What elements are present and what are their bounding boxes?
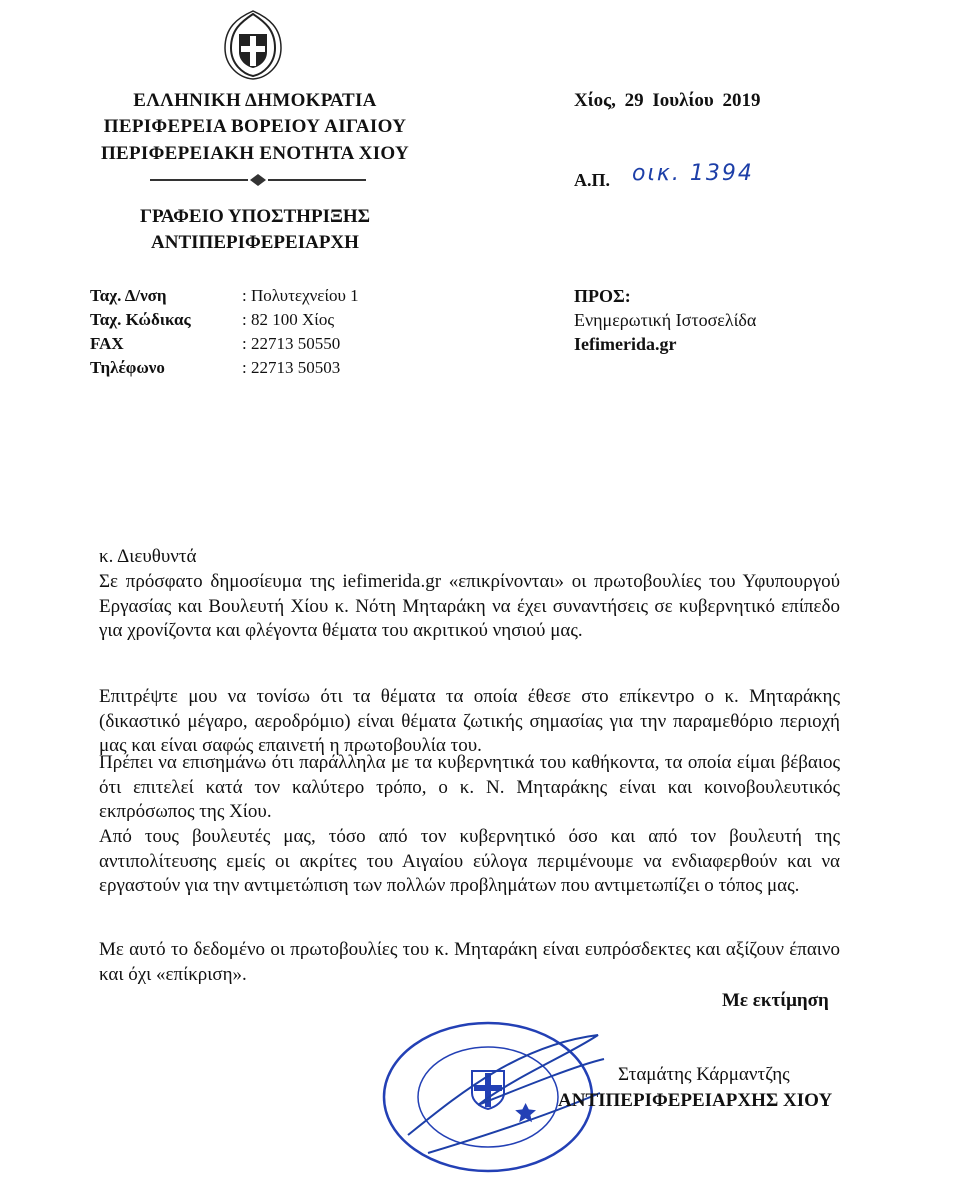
contact-label-postcode: Ταχ. Κώδικας bbox=[90, 310, 191, 329]
greek-coat-of-arms-icon bbox=[217, 8, 289, 80]
contact-value-fax: : 22713 50550 bbox=[242, 334, 341, 353]
header-line-3: ΠΕΡΙΦΕΡΕΙΑΚΗ ΕΝΟΤΗΤΑ ΧΙΟΥ bbox=[100, 143, 410, 164]
header-line-2: ΠΕΡΙΦΕΡΕΙΑ ΒΟΡΕΙΟΥ ΑΙΓΑΙΟΥ bbox=[103, 116, 407, 137]
signatory-title: ΑΝΤΙΠΕΡΙΦΕΡΕΙΑΡΧΗΣ ΧΙΟΥ bbox=[558, 1090, 833, 1111]
body-paragraph: Σε πρόσφατο δημοσίευμα της iefimerida.gr «επικρίνονται» οι πρωτοβουλίες του Υφυπουργού Εργασίας και Βουλευτή Χίου κ. Νότη Μηταράκη να έχει συναντήσεις σε κυβερνητικό επίπεδο για χρονίζοντα και φλέγοντα θέματα του ακριτικού νησιού μας. bbox=[99, 571, 840, 641]
salutation: κ. Διευθυντά bbox=[99, 546, 197, 567]
body-paragraph: Επιτρέψτε μου να τονίσω ότι τα θέματα τα οποία έθεσε στο επίκεντρο ο κ. Μηταράκης (δικαστικό μέγαρο, αεροδρόμιο) είναι θέματα ζωτικής σημασίας για την παραμεθόριο περιοχή μας και είναι σαφώς επαινετή η πρωτοβουλία του. bbox=[99, 686, 840, 756]
contact-value-phone: : 22713 50503 bbox=[242, 358, 341, 377]
header-line-1: ΕΛΛΗΝΙΚΗ ΔΗΜΟΚΡΑΤΙΑ bbox=[133, 90, 377, 111]
contact-label-fax: FAX bbox=[90, 334, 124, 353]
contact-label-address: Ταχ. Δ/νση bbox=[90, 286, 167, 305]
body-paragraph: Με αυτό το δεδομένο οι πρωτοβουλίες του κ. Μηταράκη είναι ευπρόσδεκτες και αξίζουν έπαινο και όχι «επίκριση». bbox=[99, 939, 840, 985]
recipient-line-2: Iefimerida.gr bbox=[574, 334, 677, 354]
contact-value-postcode: : 82 100 Χίος bbox=[242, 310, 335, 329]
protocol-label: Α.Π. bbox=[574, 170, 610, 190]
signatory-name: Σταμάτης Κάρμαντζης bbox=[618, 1064, 790, 1085]
protocol-number: οικ. 1394 bbox=[632, 161, 754, 186]
contact-value-address: : Πολυτεχνείου 1 bbox=[242, 286, 359, 305]
document-date: Χίος, 29 Ιουλίου 2019 bbox=[574, 90, 761, 111]
recipient-line-1: Ενημερωτική Ιστοσελίδα bbox=[574, 310, 757, 330]
header-divider bbox=[150, 172, 366, 188]
closing: Με εκτίμηση bbox=[722, 990, 829, 1011]
office-line-2: ΑΝΤΙΠΕΡΙΦΕΡΕΙΑΡΧΗ bbox=[151, 232, 359, 253]
official-stamp bbox=[368, 985, 608, 1175]
office-line-1: ΓΡΑΦΕΙΟ ΥΠΟΣΤΗΡΙΞΗΣ bbox=[139, 206, 371, 227]
recipient-label: ΠΡΟΣ: bbox=[574, 286, 631, 306]
body-paragraph: Από τους βουλευτές μας, τόσο από τον κυβερνητικό όσο και από τον βουλευτή της αντιπολίτευσης εμείς οι ακρίτες του Αιγαίου εύλογα περιμένουμε να ενδιαφερθούν και να εργαστούν για την αντιμετώπιση των πολλών προβλημάτων που αντιμετωπίζει ο τόπος μας. bbox=[99, 826, 840, 896]
body-paragraph: Πρέπει να επισημάνω ότι παράλληλα με τα κυβερνητικά του καθήκοντα, τα οποία είμαι βέβαιος ότι επιτελεί κατά τον καλύτερο τρόπο, ο κ. Ν. Μηταράκης είναι και κοινοβουλευτικός εκπρόσωπος της Χίου. bbox=[99, 752, 840, 822]
contact-label-phone: Τηλέφωνο bbox=[90, 358, 165, 377]
